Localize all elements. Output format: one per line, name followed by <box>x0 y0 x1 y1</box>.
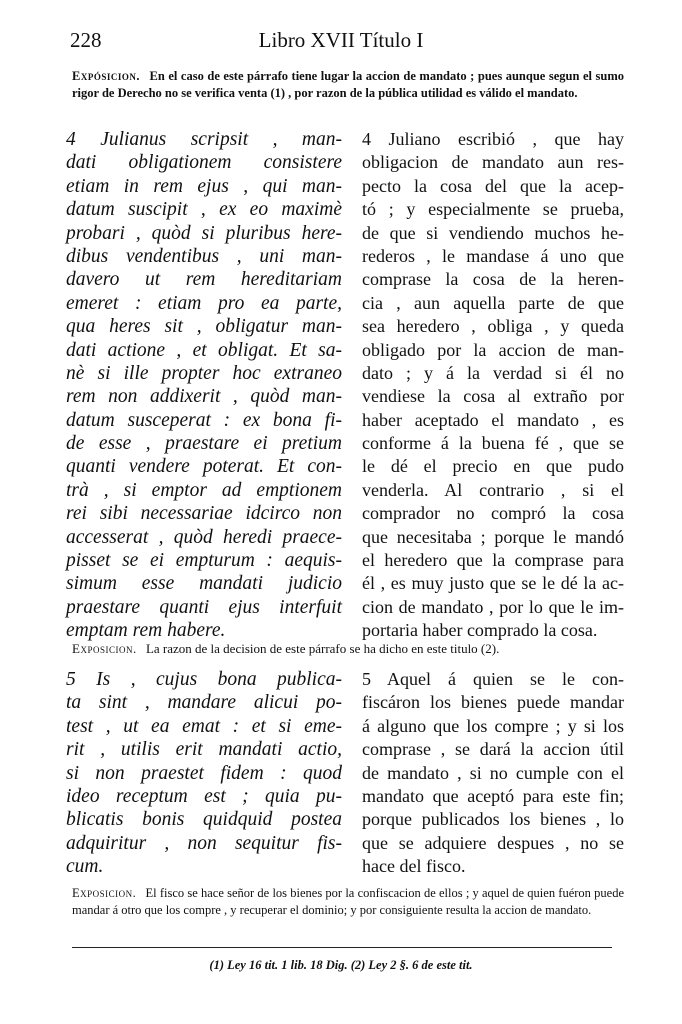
exposicion-1-text: En el caso de este párrafo tiene lugar la accion de mandato ; pues aunque segun el sumo rigor de Derecho no se verifica venta (1) , por razon de la pública utilidad es válido el mandato. <box>72 69 624 100</box>
section-5-spanish-line: 5 Aquel á quien se le con- <box>362 669 624 689</box>
footnotes: (1) Ley 16 tit. 1 lib. 18 Dig. (2) Ley 2 §. 6 de este tit. <box>209 958 473 972</box>
section-4-spanish-line: rederos , le mandase á uno que <box>362 245 624 266</box>
section-5-spanish-line: comprase , se dará la accion útil <box>362 739 624 760</box>
section-5-spanish-line: porque publicados los bienes , lo <box>362 809 624 830</box>
section-4-spanish-line: obligacion de mandato aun res- <box>362 152 624 173</box>
running-title: Libro XVII Título I <box>258 28 424 52</box>
section-5-spanish-line: hace del fisco. <box>362 856 466 877</box>
section-5-spanish-line: fiscáron los bienes puede mandar <box>362 692 624 713</box>
section-4-spanish-line: vendiese la cosa al extraño por <box>362 386 624 407</box>
section-5-latin-line: adquiritur , non sequitur fis- <box>66 832 342 854</box>
section-4-spanish-line: el heredero que la comprase para <box>362 550 624 571</box>
section-4-spanish-line: comprase la cosa de la heren- <box>362 269 624 290</box>
section-4-latin-line: nè si ille propter hoc extraneo <box>66 362 342 384</box>
section-5-spanish-line: que se adquiere despues , no se <box>362 832 624 853</box>
section-4-latin-line: 4 Julianus scripsit , man- <box>66 129 342 150</box>
section-5-latin-line: ta sint , mandare alicui po- <box>66 692 342 714</box>
page-number: 228 <box>70 28 102 52</box>
section-5-spanish-line: de mandato , si no cumple con el <box>362 762 624 783</box>
exposicion-2 <box>72 640 624 657</box>
section-5-latin-line: si non praestet fidem : quod <box>66 762 342 784</box>
section-4-spanish-line: 4 Juliano escribió , que hay <box>362 129 624 149</box>
section-4-latin-line: rem non addixerit , quòd man- <box>66 386 342 408</box>
section-4-spanish-line: cia , aun aquella parte de que <box>362 292 624 313</box>
section-4-spanish-line: comprador no compró la cosa <box>362 503 624 524</box>
section-4-latin-line: qua heres sit , obligatur man- <box>66 316 342 338</box>
exposicion-2-text: La razon de la decision de este párrafo se ha dicho en este titulo (2). <box>145 641 500 656</box>
section-4-spanish-line: obligado por la accion de man- <box>362 339 624 360</box>
section-4-latin-line: trà , si emptor ad emptionem <box>66 479 342 501</box>
section-5-latin-line: rit , utilis erit mandati actio, <box>66 739 342 761</box>
section-4-latin-line: dati obligationem consistere <box>66 152 342 174</box>
section-5-spanish-line: mandato que aceptó para este fin; <box>362 785 624 806</box>
section-4-latin-line: dati actione , et obligat. Et sa- <box>66 339 342 361</box>
section-5-latin-line: cum. <box>66 856 104 878</box>
exposicion-3-text: El fisco se hace señor de los bienes por la confiscacion de ellos ; y aquel de quien fuéron puede mandar á otro que los compre , y recuperar el dominio; y por consiguiente resulta la accion de mandato. <box>72 886 624 917</box>
section-4-latin <box>66 128 342 643</box>
section-4-spanish-line: que necesitaba ; porque le mandó <box>362 526 624 547</box>
section-5-latin-line: 5 Is , cujus bona publica- <box>66 669 342 690</box>
section-4-spanish-line: de que si vendiendo muchos he- <box>362 222 624 243</box>
section-5-latin-line: blicatis bonis quidquid postea <box>66 809 342 831</box>
section-4-latin-line: quanti vendere poterat. Et con- <box>66 456 342 478</box>
section-5-spanish-line: á alguno que los compre ; y si los <box>362 715 624 736</box>
section-4-latin-line: simum esse mandati judicio <box>66 573 342 595</box>
section-5-latin <box>66 668 342 879</box>
section-4-spanish-line: conforme á la buena fé , que se <box>362 433 624 454</box>
section-4-spanish-line: portaria haber comprado la cosa. <box>362 620 598 641</box>
section-5-spanish <box>362 668 624 879</box>
exposicion-1-lead: Expósicion. <box>72 69 140 83</box>
section-4-latin-line: praestare quanti ejus interfuit <box>66 596 342 618</box>
exposicion-2-lead: Exposicion. <box>72 641 137 656</box>
section-4-latin-line: probari , quòd si pluribus here- <box>66 222 342 244</box>
exposicion-3 <box>72 885 624 919</box>
section-5-latin-line: test , ut ea emat : et si eme- <box>66 715 342 737</box>
section-4-latin-line: de esse , praestare ei pretium <box>66 433 342 455</box>
section-4-latin-line: davero ut rem hereditariam <box>66 269 342 291</box>
section-4-latin-line: accesserat , quòd heredi praece- <box>66 526 342 548</box>
section-4-latin-line: datum susceperat : ex bona fi- <box>66 409 342 431</box>
section-5-latin-line: ideo receptum est ; quia pu- <box>66 785 342 807</box>
section-4-spanish-line: dato ; y á la verdad si él no <box>362 362 624 383</box>
section-4-spanish-line: le dé el precio en que pudo <box>362 456 624 477</box>
section-4-latin-line: rei sibi necessariae idcirco non <box>66 503 342 525</box>
section-4-spanish <box>362 128 624 643</box>
section-4-spanish-line: cion de mandato , por lo que le im- <box>362 596 624 617</box>
section-4-spanish-line: sea heredero , obliga , y queda <box>362 316 624 337</box>
section-4-spanish-line: pecto la cosa del que la acep- <box>362 175 624 196</box>
section-4-spanish-line: tó ; y especialmente se prueba, <box>362 199 624 220</box>
section-4-latin-line: emeret : etiam pro ea parte, <box>66 292 342 314</box>
exposicion-1 <box>72 68 624 102</box>
section-4-latin-line: pisset se ei empturum : aequis- <box>66 550 342 572</box>
section-4-spanish-line: haber aceptado el mandato , es <box>362 409 624 430</box>
section-4-spanish-line: venderla. Al contrario , si el <box>362 479 624 500</box>
section-4-spanish-line: él , es muy justo que se le dé la ac- <box>362 573 624 594</box>
section-4-latin-line: datum suscipit , ex eo maximè <box>66 199 342 221</box>
exposicion-3-lead: Exposicion. <box>72 886 137 900</box>
footnote-rule <box>72 947 612 948</box>
section-4-latin-line: etiam in rem ejus , qui man- <box>66 175 342 197</box>
section-4-latin-line: dibus vendentibus , uni man- <box>66 245 342 267</box>
section-4-latin-line: emptam rem habere. <box>66 620 226 642</box>
